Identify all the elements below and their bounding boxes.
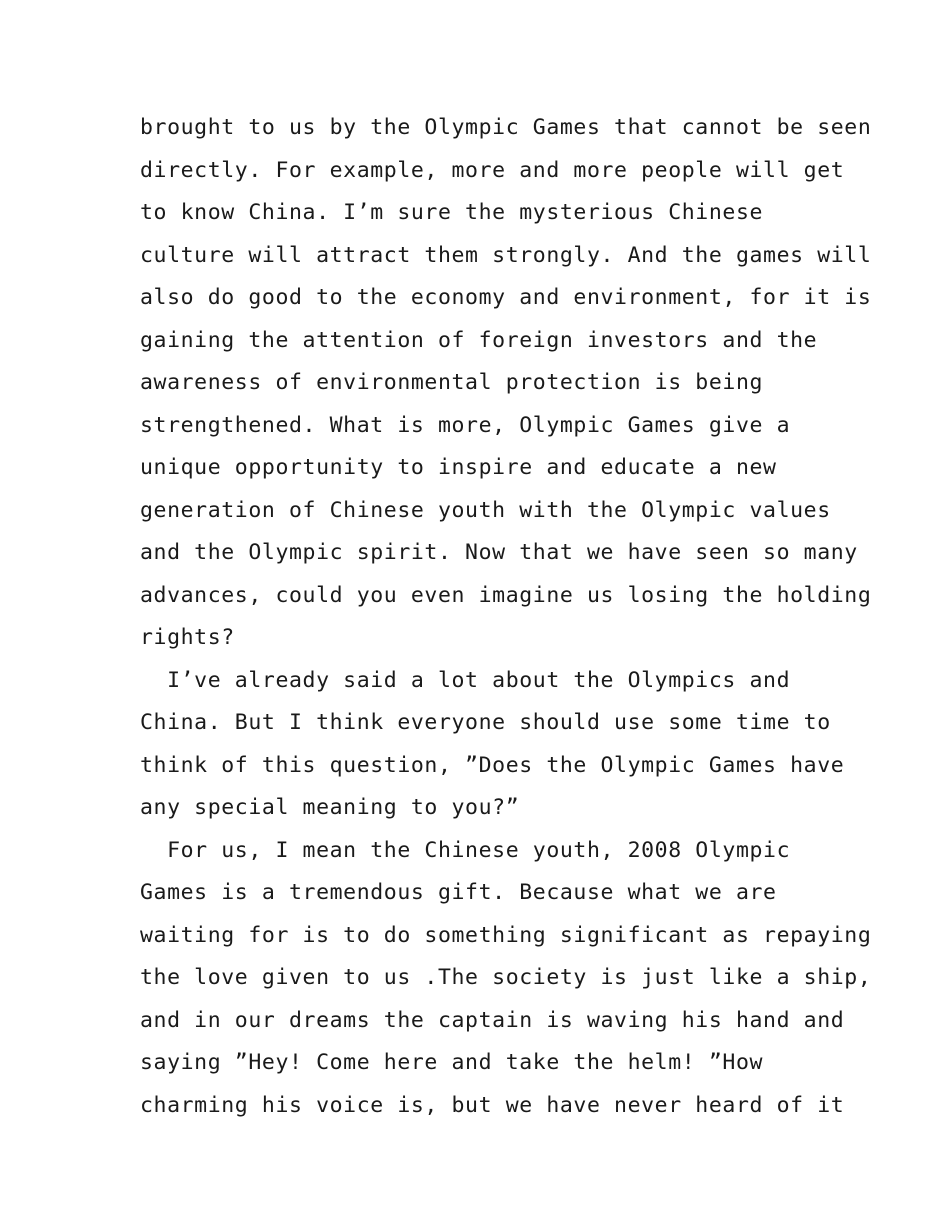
text-line: I’ve already said a lot about the Olympics and bbox=[140, 667, 791, 693]
text-line: For us, I mean the Chinese youth, 2008 Olympic bbox=[140, 837, 791, 863]
text-line: also do good to the economy and environment, for it is bbox=[140, 285, 872, 310]
text-line: the love given to us .The society is just like a ship, bbox=[140, 965, 872, 990]
text-line: culture will attract them strongly. And the games will bbox=[140, 242, 872, 268]
text-line: awareness of environmental protection is being bbox=[140, 370, 764, 395]
body-text bbox=[140, 107, 872, 1127]
text-line: any special meaning to you?” bbox=[140, 795, 520, 820]
text-line: think of this question, ”Does the Olympic Games have bbox=[140, 752, 845, 778]
text-line: and in our dreams the captain is waving his hand and bbox=[140, 1007, 845, 1033]
text-line: Games is a tremendous gift. Because what we are bbox=[140, 880, 777, 905]
text-line: generation of Chinese youth with the Olympic values bbox=[140, 497, 831, 523]
text-line: gaining the attention of foreign investors and the bbox=[140, 327, 818, 353]
text-line: directly. For example, more and more people will get bbox=[140, 157, 845, 183]
text-line: advances, could you even imagine us losing the holding bbox=[140, 582, 872, 608]
text-line: unique opportunity to inspire and educate a new bbox=[140, 455, 777, 480]
text-line: rights? bbox=[140, 625, 235, 650]
text-line: saying ”Hey! Come here and take the helm! ”How bbox=[140, 1050, 764, 1075]
text-line: and the Olympic spirit. Now that we have seen so many bbox=[140, 540, 858, 565]
text-line: waiting for is to do something significant as repaying bbox=[140, 922, 872, 948]
text-line: brought to us by the Olympic Games that cannot be seen bbox=[140, 115, 872, 140]
text-line: strengthened. What is more, Olympic Games give a bbox=[140, 412, 791, 438]
text-line: China. But I think everyone should use some time to bbox=[140, 710, 831, 735]
text-line: to know China. I’m sure the mysterious Chinese bbox=[140, 200, 764, 225]
text-line: charming his voice is, but we have never heard of it bbox=[140, 1092, 845, 1118]
